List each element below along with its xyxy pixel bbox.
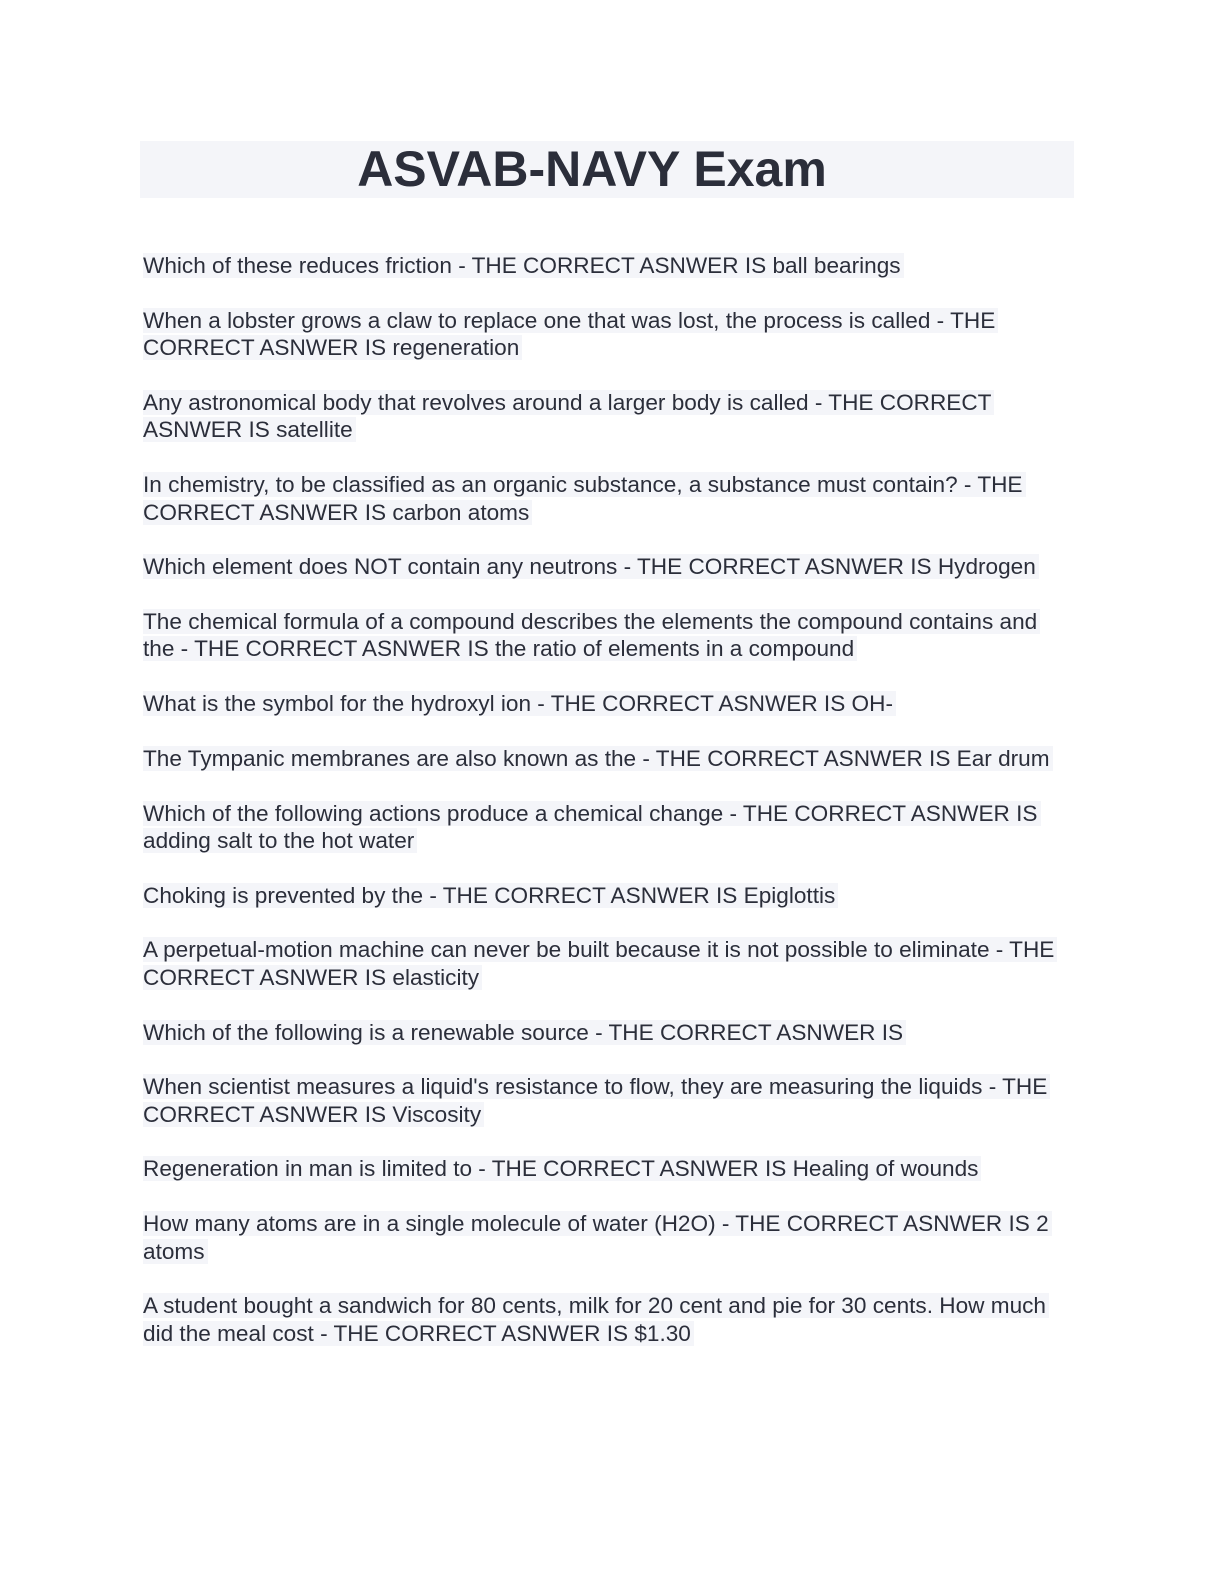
qa-text: Which of the following is a renewable source - THE CORRECT ASNWER IS xyxy=(143,1020,906,1045)
qa-item xyxy=(143,745,1063,773)
qa-text: In chemistry, to be classified as an organic substance, a substance must contain? - THE CORRECT ASNWER IS carbon atoms xyxy=(143,472,1026,525)
qa-text: Which of the following actions produce a chemical change - THE CORRECT ASNWER IS adding salt to the hot water xyxy=(143,801,1041,854)
qa-item xyxy=(143,553,1063,581)
qa-text: When scientist measures a liquid's resistance to flow, they are measuring the liquids - THE CORRECT ASNWER IS Viscosity xyxy=(143,1074,1050,1127)
qa-text: When a lobster grows a claw to replace one that was lost, the process is called - THE CORRECT ASNWER IS regeneration xyxy=(143,308,998,361)
qa-text: How many atoms are in a single molecule of water (H2O) - THE CORRECT ASNWER IS 2 atoms xyxy=(143,1211,1052,1264)
qa-text: Regeneration in man is limited to - THE CORRECT ASNWER IS Healing of wounds xyxy=(143,1156,981,1181)
qa-item xyxy=(143,1155,1063,1183)
qa-text: Which element does NOT contain any neutrons - THE CORRECT ASNWER IS Hydrogen xyxy=(143,554,1039,579)
qa-text: A student bought a sandwich for 80 cents, milk for 20 cent and pie for 30 cents. How much did the meal cost - THE CORRECT ASNWER IS $1.30 xyxy=(143,1293,1049,1346)
document-title: ASVAB-NAVY Exam xyxy=(357,141,827,197)
qa-item xyxy=(143,1019,1063,1047)
qa-text: The chemical formula of a compound describes the elements the compound contains and the - THE CORRECT ASNWER IS the ratio of elements in a compound xyxy=(143,609,1040,662)
qa-item xyxy=(143,389,1063,444)
question-answer-list xyxy=(143,252,1063,1375)
qa-text: Any astronomical body that revolves around a larger body is called - THE CORRECT ASNWER IS satellite xyxy=(143,390,994,443)
qa-item xyxy=(143,690,1063,718)
qa-item xyxy=(143,882,1063,910)
qa-item xyxy=(143,936,1063,991)
qa-item xyxy=(143,252,1063,280)
qa-text: A perpetual-motion machine can never be built because it is not possible to eliminate - THE CORRECT ASNWER IS elasticity xyxy=(143,937,1057,990)
qa-item xyxy=(143,608,1063,663)
qa-item xyxy=(143,307,1063,362)
qa-text: The Tympanic membranes are also known as the - THE CORRECT ASNWER IS Ear drum xyxy=(143,746,1053,771)
qa-item xyxy=(143,1292,1063,1347)
qa-text: Choking is prevented by the - THE CORRECT ASNWER IS Epiglottis xyxy=(143,883,838,908)
qa-item xyxy=(143,471,1063,526)
qa-item xyxy=(143,1073,1063,1128)
qa-item xyxy=(143,1210,1063,1265)
qa-text: What is the symbol for the hydroxyl ion - THE CORRECT ASNWER IS OH- xyxy=(143,691,896,716)
qa-item xyxy=(143,800,1063,855)
qa-text: Which of these reduces friction - THE CORRECT ASNWER IS ball bearings xyxy=(143,253,904,278)
